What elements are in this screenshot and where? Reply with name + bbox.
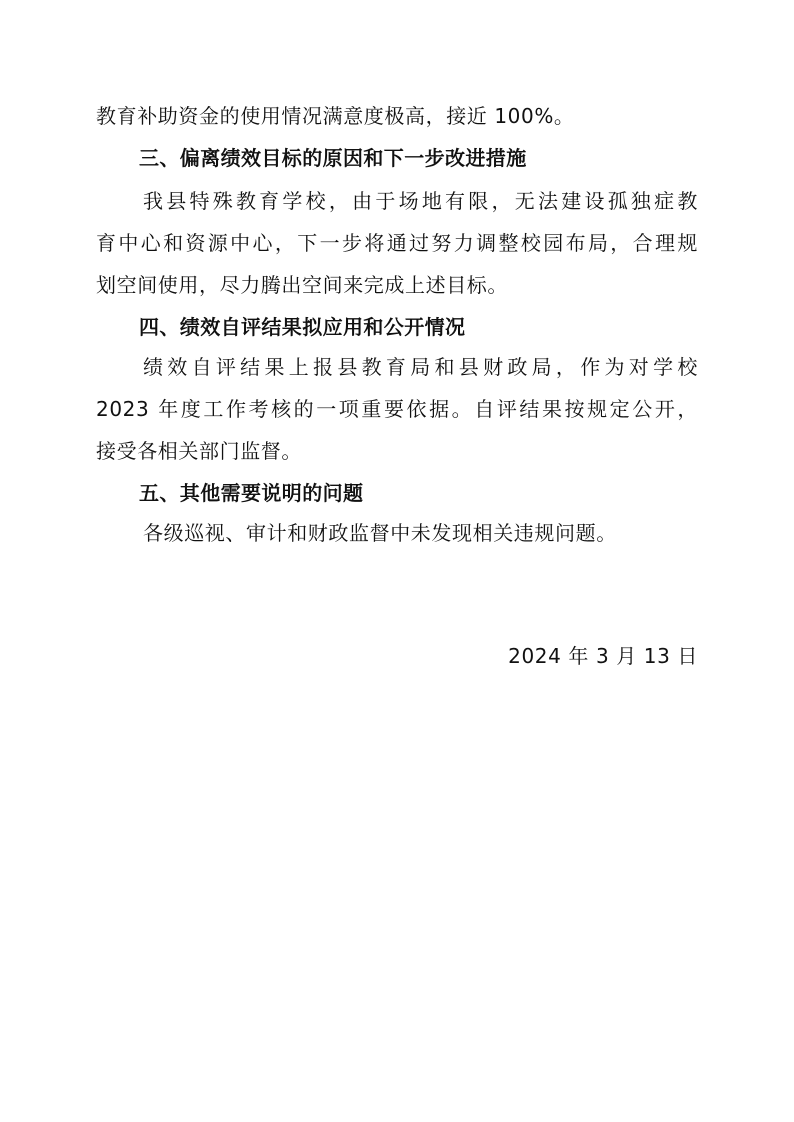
- section-heading-5: 五、其他需要说明的问题: [139, 481, 364, 505]
- paragraph-line: 我县特殊教育学校，由于场地有限，无法建设孤独症教: [143, 189, 698, 213]
- section-heading-4: 四、绩效自评结果拟应用和公开情况: [139, 315, 466, 339]
- paragraph-line: 教育补助资金的使用情况满意度极高，接近 100%。: [96, 104, 575, 128]
- paragraph-line: 划空间使用，尽力腾出空间来完成上述目标。: [96, 273, 508, 297]
- paragraph-line: 育中心和资源中心，下一步将通过努力调整校园布局，合理规: [96, 231, 698, 255]
- paragraph-line: 接受各相关部门监督。: [96, 439, 302, 463]
- section-heading-3: 三、偏离绩效目标的原因和下一步改进措施: [139, 146, 527, 170]
- paragraph-line: 各级巡视、审计和财政监督中未发现相关违规问题。: [143, 521, 617, 545]
- document-date: 2024 年 3 月 13 日: [508, 644, 698, 668]
- paragraph-line: 2023 年度工作考核的一项重要依据。自评结果按规定公开，: [96, 397, 698, 421]
- paragraph-line: 绩效自评结果上报县教育局和县财政局，作为对学校: [143, 355, 698, 379]
